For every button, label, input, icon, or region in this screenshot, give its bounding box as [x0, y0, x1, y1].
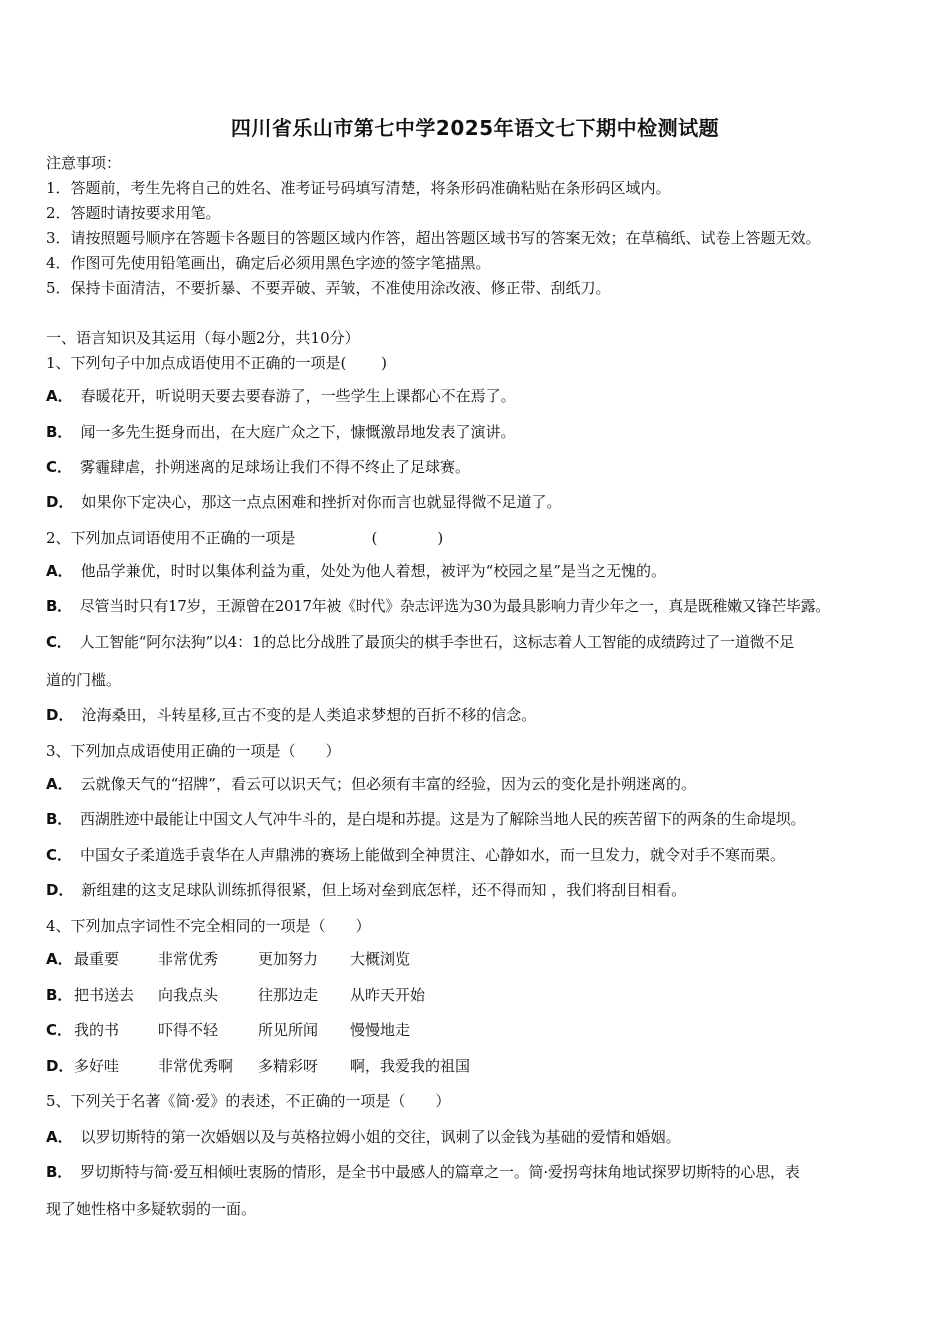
option-word: 慢慢地走 — [350, 1021, 411, 1039]
question-stem — [46, 527, 443, 548]
option-c[interactable] — [46, 1019, 906, 1041]
option-text: 他品学兼优，时时以集体利益为重，处处为他人着想，被评为“校园之星”是当之无愧的。 — [80, 562, 666, 580]
option-label: C． — [46, 458, 73, 476]
option-text: 尽管当时只有17岁，王源曾在2017年被《时代》杂志评选为30为最具影响力青少年之一，真是既稚嫩又锋芒毕露。 — [79, 597, 830, 615]
option-label: B． — [46, 423, 73, 441]
option-label: B． — [46, 986, 73, 1004]
option-text: 人工智能“阿尔法狗”以4：1的总比分战胜了最顶尖的棋手李世石，这标志着人工智能的成绩跨过了一道微不足 — [79, 633, 795, 651]
option-label: A． — [46, 950, 73, 968]
option-word: 向我点头 — [158, 986, 219, 1004]
option-text: 雾霾肆虐，扑朔迷离的足球场让我们不得不终止了足球赛。 — [80, 458, 471, 476]
option-d[interactable] — [46, 704, 536, 725]
option-c[interactable] — [46, 631, 794, 652]
option-text: 如果你下定决心，那这一点点困难和挫折对你而言也就显得微不足道了。 — [81, 493, 562, 511]
option-a[interactable] — [46, 773, 696, 794]
option-label: D． — [46, 881, 74, 899]
option-word: 多好哇 — [74, 1057, 120, 1075]
option-text: 云就像天气的“招牌”，看云可以识天气；但必须有丰富的经验，因为云的变化是扑朔迷离的。 — [80, 775, 696, 793]
option-word: 最重要 — [74, 950, 120, 968]
option-a[interactable] — [46, 1126, 681, 1147]
option-label: D． — [46, 1057, 74, 1075]
option-label: C． — [46, 633, 72, 651]
answer-paren: ( ) — [371, 529, 444, 547]
option-label: C． — [46, 1021, 73, 1039]
question-stem: 3、下列加点成语使用正确的一项是（ ） — [46, 742, 341, 760]
option-d[interactable] — [46, 1055, 906, 1077]
notice-item: 1．答题前，考生先将自己的姓名、准考证号码填写清楚，将条形码准确粘贴在条形码区域内。 — [46, 179, 671, 197]
option-text: 沧海桑田，斗转星移,亘古不变的是人类追求梦想的百折不移的信念。 — [81, 706, 537, 724]
question-stem: 5、下列关于名著《简·爱》的表述，不正确的一项是（ ） — [46, 1092, 451, 1110]
question-stem: 1、下列句子中加点成语使用不正确的一项是( ) — [46, 354, 388, 372]
option-label: B． — [46, 1163, 73, 1181]
question-stem-text: 2、下列加点词语使用不正确的一项是 — [46, 529, 296, 547]
option-word: 从昨天开始 — [350, 986, 426, 1004]
option-word: 非常优秀啊 — [158, 1057, 234, 1075]
option-label: A． — [46, 562, 73, 580]
page-title: 四川省乐山市第七中学2025年语文七下期中检测试题 — [230, 116, 720, 140]
option-a[interactable] — [46, 560, 666, 581]
option-b[interactable] — [46, 984, 906, 1006]
section-heading: 一、语言知识及其运用（每小题2分，共10分） — [46, 329, 360, 347]
option-c-continued: 道的门槛。 — [46, 671, 122, 689]
option-label: B． — [46, 597, 72, 615]
option-label: B． — [46, 810, 73, 828]
option-word: 更加努力 — [258, 950, 319, 968]
option-text: 罗切斯特与简·爱互相倾吐衷肠的情形，是全书中最感人的篇章之一。简·爱拐弯抹角地试探罗切斯特的心思，表 — [80, 1163, 800, 1181]
notice-item: 5．保持卡面清洁，不要折暴、不要弄破、弄皱，不准使用涂改液、修正带、刮纸刀。 — [46, 279, 611, 297]
option-a[interactable] — [46, 385, 516, 406]
option-text: 春暖花开，听说明天要去要春游了，一些学生上课都心不在焉了。 — [80, 387, 516, 405]
option-label: A． — [46, 387, 73, 405]
option-word: 我的书 — [74, 1021, 120, 1039]
option-b[interactable] — [46, 1161, 800, 1182]
notice-heading: 注意事项： — [46, 154, 122, 172]
option-b[interactable] — [46, 595, 830, 616]
option-label: D． — [46, 706, 74, 724]
notice-item: 3．请按照题号顺序在答题卡各题目的答题区域内作答，超出答题区域书写的答案无效；在草稿纸、试卷上答题无效。 — [46, 229, 821, 247]
option-text: 西湖胜迹中最能让中国文人气冲牛斗的，是白堤和苏提。这是为了解除当地人民的疾苦留下的两条的生命堤坝。 — [80, 810, 806, 828]
option-text: 新组建的这支足球队训练抓得很紧，但上场对垒到底怎样，还不得而知 ，我们将刮目相看。 — [81, 881, 687, 899]
option-word: 把书送去 — [74, 986, 135, 1004]
option-b[interactable] — [46, 421, 515, 442]
option-b[interactable] — [46, 808, 805, 829]
option-text: 以罗切斯特的第一次婚姻以及与英格拉姆小姐的交往，讽刺了以金钱为基础的爱情和婚姻。 — [80, 1128, 681, 1146]
option-d[interactable] — [46, 491, 561, 512]
option-d[interactable] — [46, 879, 686, 900]
option-word: 啊，我爱我的祖国 — [350, 1057, 471, 1075]
notice-item: 4．作图可先使用铅笔画出，确定后必须用黑色字迹的签字笔描黑。 — [46, 254, 491, 272]
option-c[interactable] — [46, 456, 470, 477]
option-label: D． — [46, 493, 74, 511]
option-word: 往那边走 — [258, 986, 319, 1004]
option-b-continued: 现了她性格中多疑软弱的一面。 — [46, 1200, 257, 1218]
option-label: C． — [46, 846, 73, 864]
question-stem: 4、下列加点字词性不完全相同的一项是（ ） — [46, 917, 371, 935]
option-word: 大概浏览 — [350, 950, 411, 968]
option-label: A． — [46, 1128, 73, 1146]
option-word: 多精彩呀 — [258, 1057, 319, 1075]
option-text: 闻一多先生挺身而出，在大庭广众之下，慷慨激昂地发表了演讲。 — [80, 423, 516, 441]
option-a[interactable] — [46, 948, 906, 970]
option-word: 吓得不轻 — [158, 1021, 219, 1039]
option-c[interactable] — [46, 844, 785, 865]
option-label: A． — [46, 775, 73, 793]
option-text: 中国女子柔道选手袁华在人声鼎沸的赛场上能做到全神贯注、心静如水，而一旦发力，就令对手不寒而栗。 — [80, 846, 786, 864]
notice-item: 2．答题时请按要求用笔。 — [46, 204, 221, 222]
option-word: 非常优秀 — [158, 950, 219, 968]
option-word: 所见所闻 — [258, 1021, 319, 1039]
